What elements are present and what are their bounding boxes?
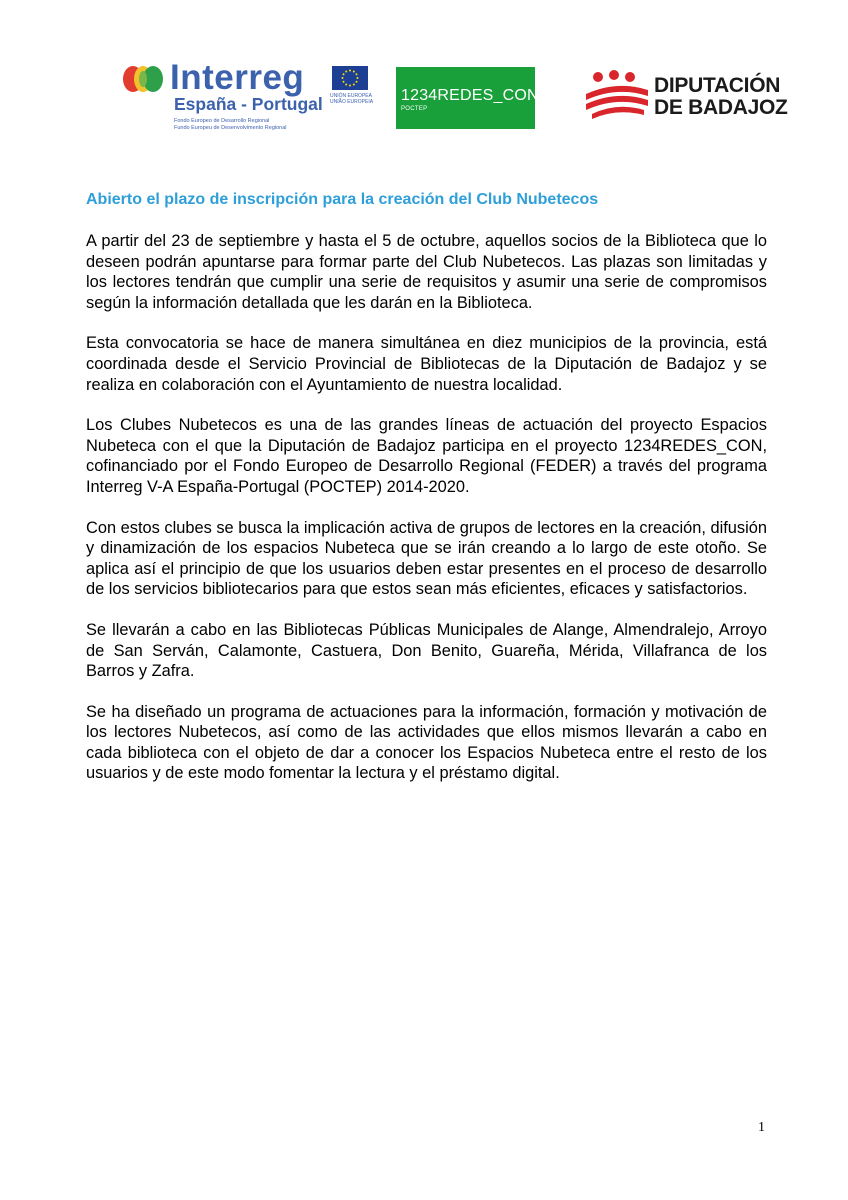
- eu-label-es: UNIÓN EUROPEA: [330, 93, 372, 99]
- redes-con-logo: [396, 67, 539, 129]
- eu-label-pt: UNIÃO EUROPEIA: [330, 99, 374, 105]
- paragraph: Con estos clubes se busca la implicación activa de grupos de lectores en la creación, difusión y dinamización de los espacios Nubeteca que se irán creando a lo largo de este otoño. Se aplica así el principio de que los usuarios deben estar presentes en el proceso de desarrollo de los servicios bibliotecarios para que estos sean más eficientes, eficaces y satisfactorios.: [86, 518, 767, 599]
- eu-label: [330, 93, 373, 105]
- diputacion-badajoz-logo: [584, 66, 788, 122]
- page-number: 1: [758, 1120, 765, 1135]
- eu-flag-icon: [332, 66, 368, 90]
- diputacion-name-line1: DIPUTACIÓN: [654, 74, 781, 97]
- paragraph: Esta convocatoria se hace de manera simultánea en diez municipios de la provincia, está coordinada desde el Servicio Provincial de Bibliotecas de la Diputación de Badajoz y se realiza en colaboración con el Ayuntamiento de nuestra localidad.: [86, 334, 767, 394]
- redes-con-name: 1234REDES_CON: [401, 87, 539, 104]
- document-title: Abierto el plazo de inscripción para la creación del Club Nubetecos: [86, 191, 599, 208]
- paragraph: Se ha diseñado un programa de actuaciones para la información, formación y motivación de los lectores Nubetecos, así como de las actividades que ellos mismos llevarán a cabo en cada biblioteca con el objeto de dar a conocer los Espacios Nubeteca entre el resto de los usuarios y de este modo fomentar la lectura y el préstamo digital.: [86, 702, 767, 783]
- paragraph: Los Clubes Nubetecos es una de las grandes líneas de actuación del proyecto Espacios Nubeteca con el que la Diputación de Badajoz participa en el proyecto 1234REDES_CON, cofinanciado por el Fondo Europeo de Desarrollo Regional (FEDER) a través del programa Interreg V-A España-Portugal (POCTEP) 2014-2020.: [86, 416, 767, 496]
- interreg-logo: [120, 58, 374, 132]
- document-body: [86, 231, 767, 804]
- redes-con-program: POCTEP: [401, 106, 428, 112]
- paragraph: Se llevarán a cabo en las Bibliotecas Públicas Municipales de Alange, Almendralejo, Arroyo de San Serván, Calamonte, Castuera, Don Benito, Guareña, Mérida, Villafranca de los Barros y Zafra.: [86, 620, 767, 681]
- paragraph: A partir del 23 de septiembre y hasta el 5 de octubre, aquellos socios de la Biblioteca que lo deseen podrán apuntarse para formar parte del Club Nubetecos. Las plazas son limitadas y los lectores tendrán que cumplir una serie de requisitos y asumir una serie de compromisos según la información detallada que les darán en la Biblioteca.: [86, 232, 767, 312]
- fund-text-es: Fondo Europeo de Desarrollo Regional: [174, 118, 270, 124]
- interreg-emblem-icon: [122, 64, 164, 94]
- diputacion-emblem-icon: [584, 68, 650, 120]
- interreg-region: España - Portugal: [174, 94, 323, 114]
- diputacion-name-line2: DE BADAJOZ: [654, 96, 788, 119]
- interreg-fund-text: [174, 118, 287, 131]
- interreg-wordmark: Interreg: [170, 58, 305, 97]
- fund-text-pt: Fundo Europeu de Desenvolvimento Regional: [174, 124, 287, 131]
